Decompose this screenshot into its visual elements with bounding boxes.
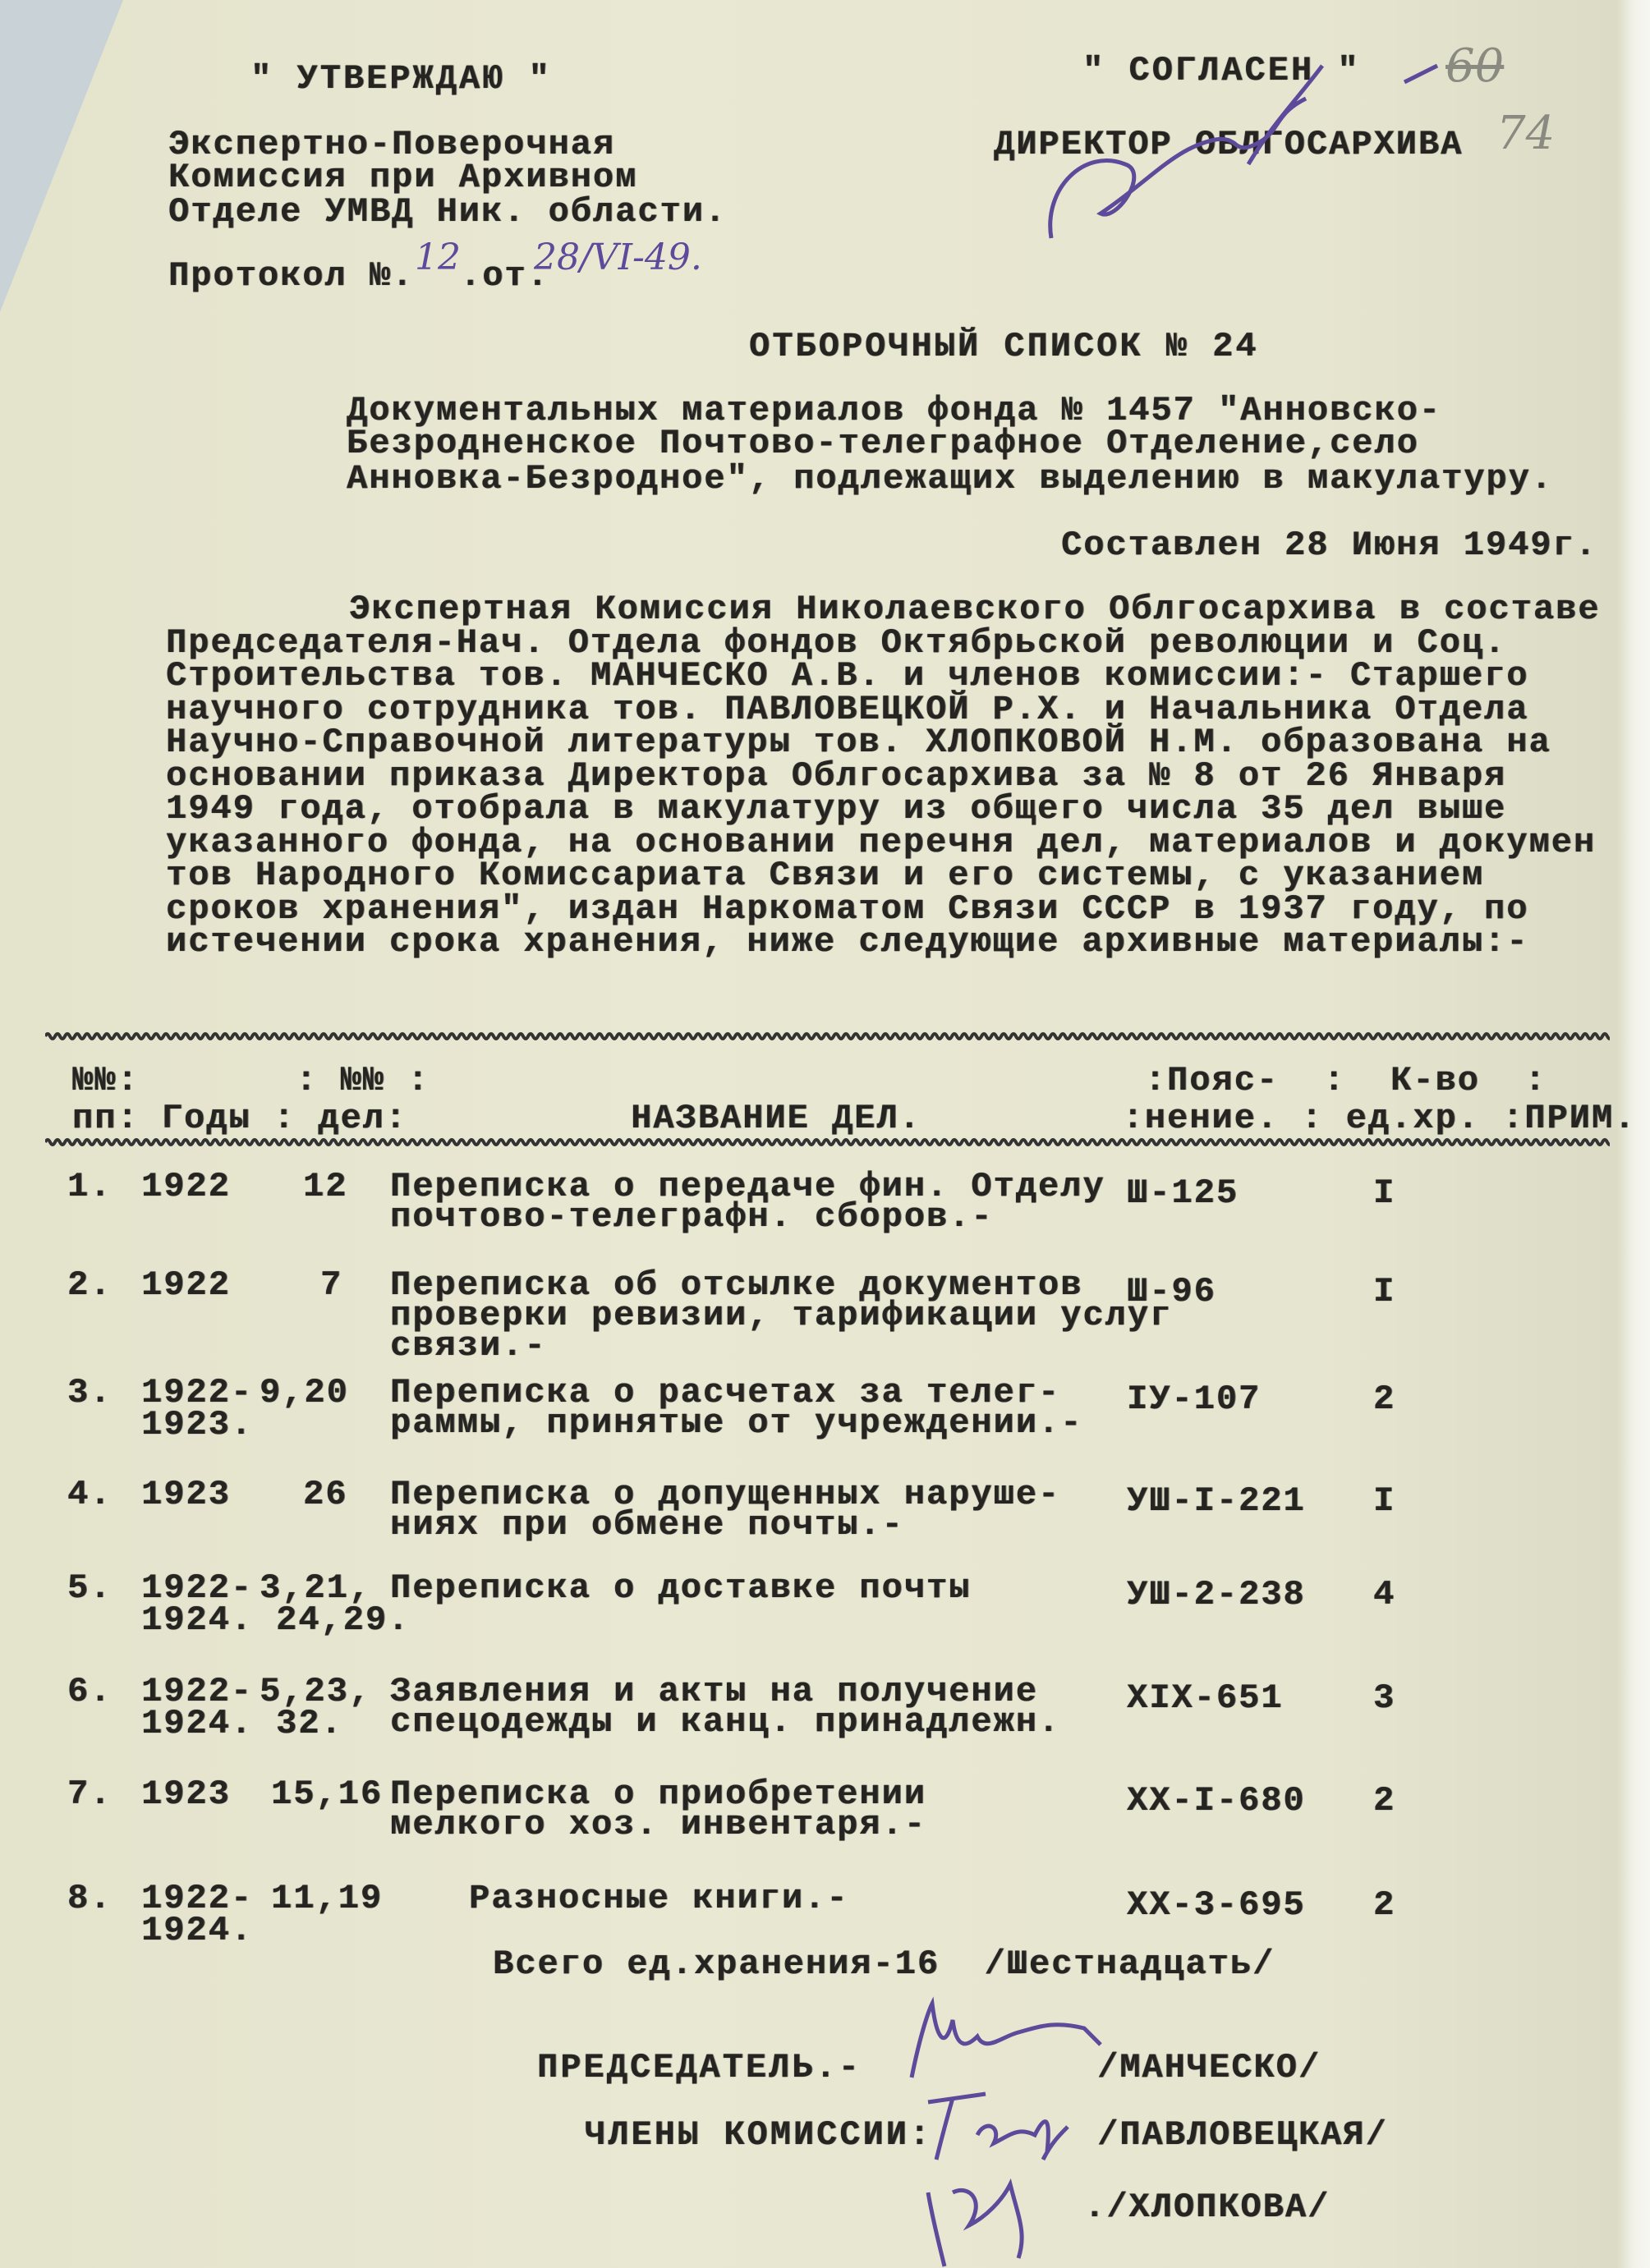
row-case-numbers: 11,19 xyxy=(271,1879,384,1918)
agreed-heading: " СОГЛАСЕН " xyxy=(1082,51,1361,90)
row-storage-units: I xyxy=(1373,1173,1396,1213)
paragraph-line: Научно-Справочной литературы тов. ХЛОПКОВОЙ Н.М. образована на xyxy=(166,723,1551,762)
row-title: Переписка о доставке почты xyxy=(390,1568,972,1608)
row-explanation: УШ-I-221 xyxy=(1127,1481,1306,1521)
row-years: 1924. xyxy=(141,1600,254,1640)
row-title: ниях при обмене почты.- xyxy=(390,1505,904,1545)
row-case-numbers: 3,21, xyxy=(260,1568,372,1608)
row-explanation: Ш-96 xyxy=(1127,1272,1216,1311)
row-title: Переписка о допущенных наруше- xyxy=(390,1475,1061,1514)
row-storage-units: 4 xyxy=(1373,1575,1396,1614)
row-case-numbers: 24,29. xyxy=(276,1600,411,1640)
page-number: 74 xyxy=(1496,107,1556,160)
row-storage-units: 2 xyxy=(1373,1781,1396,1820)
protocol-date: 28/VI-49. xyxy=(534,236,702,278)
row-case-numbers: 26 xyxy=(303,1475,348,1514)
paragraph-line: указанного фонда, на основании перечня дел, материалов и докумен xyxy=(166,822,1597,862)
row-years: 1923 xyxy=(141,1475,231,1514)
row-title: раммы, принятые от учреждении.- xyxy=(390,1403,1083,1443)
paragraph-line: сроков хранения", издан Наркоматом Связи СССР в 1937 году, по xyxy=(166,888,1529,929)
row-explanation: XIX-651 xyxy=(1127,1678,1284,1718)
paragraph-line: 1949 года, отобрала в макулатуру из общего числа 35 дел выше xyxy=(166,789,1507,829)
row-number: 7. xyxy=(67,1774,113,1814)
table-header-rule xyxy=(45,1136,1610,1148)
paragraph-line: основании приказа Директора Облгосархива за № 8 от 26 Января xyxy=(166,755,1507,796)
row-number: 8. xyxy=(67,1879,113,1918)
total-units: Всего ед.хранения-16 /Шестнадцать/ xyxy=(493,1944,1275,1984)
chairman-name: /МАНЧЕСКО/ xyxy=(1097,2048,1321,2087)
row-case-numbers: 32. xyxy=(276,1704,343,1743)
row-title: Переписка о приобретении xyxy=(390,1774,926,1814)
protocol-from: .от. xyxy=(460,256,549,296)
row-title: почтово-телеграфн. сборов.- xyxy=(390,1197,994,1237)
row-number: 3. xyxy=(67,1373,113,1412)
row-storage-units: 2 xyxy=(1373,1885,1396,1925)
torn-corner xyxy=(0,0,123,312)
row-title: Разносные книги.- xyxy=(469,1879,849,1918)
row-title: проверки ревизии, тарификации услуг xyxy=(390,1296,1173,1335)
row-case-numbers: 9,20 xyxy=(260,1373,349,1412)
document-title: ОТБОРОЧНЫЙ СПИСОК № 24 xyxy=(749,327,1259,366)
row-years: 1924. xyxy=(141,1704,254,1743)
row-explanation: IУ-107 xyxy=(1127,1380,1262,1419)
paragraph-line: истечении срока хранения, ниже следующие архивные материалы:- xyxy=(166,922,1529,962)
member1-name: /ПАВЛОВЕЦКАЯ/ xyxy=(1097,2115,1388,2155)
row-case-numbers: 15,16 xyxy=(271,1774,384,1814)
row-explanation: УШ-2-238 xyxy=(1127,1575,1306,1614)
row-years: 1922- xyxy=(141,1879,254,1918)
row-title: мелкого хоз. инвентаря.- xyxy=(390,1805,926,1844)
row-title: спецодежды и канц. принадлежн. xyxy=(390,1702,1061,1742)
handwritten-signatures xyxy=(895,2004,1125,2266)
row-number: 4. xyxy=(67,1475,113,1514)
row-years: 1922- xyxy=(141,1373,254,1412)
protocol-number: 12 xyxy=(415,236,461,278)
row-years: 1923. xyxy=(141,1405,254,1444)
approval-line: Отделе УМВД Ник. области. xyxy=(168,192,728,232)
description-line: Безродненское Почтово-телеграфное Отделение,село xyxy=(347,424,1419,463)
page-number-crossed: 60 xyxy=(1445,39,1505,93)
row-title: Переписка об отсылке документов xyxy=(390,1265,1083,1305)
compiled-date: Составлен 28 Июня 1949г. xyxy=(1061,526,1597,565)
row-title: связи.- xyxy=(390,1326,547,1366)
approval-heading: " УТВЕРЖДАЮ " xyxy=(250,59,552,99)
approval-line: Комиссия при Архивном xyxy=(168,158,638,197)
table-top-rule xyxy=(45,1031,1610,1042)
row-years: 1922- xyxy=(141,1672,254,1711)
table-header-row2: пп: Годы : дел: НАЗВАНИЕ ДЕЛ. :нение. : ед.хр. :ПРИМ. xyxy=(72,1099,1637,1138)
row-title: Переписка о расчетах за телег- xyxy=(390,1373,1061,1412)
description-line: Анновка-Безродное", подлежащих выделению в макулатуру. xyxy=(347,459,1554,498)
row-years: 1923 xyxy=(141,1774,231,1814)
paragraph-line: Председателя-Нач. Отдела фондов Октябрьской революции и Соц. xyxy=(166,622,1507,663)
row-explanation: XX-I-680 xyxy=(1127,1781,1306,1820)
row-storage-units: 3 xyxy=(1373,1678,1396,1718)
row-years: 1922- xyxy=(141,1568,254,1608)
row-number: 2. xyxy=(67,1265,113,1305)
row-case-numbers: 5,23, xyxy=(260,1672,372,1711)
row-case-numbers: 7 xyxy=(320,1265,343,1305)
row-explanation: XX-3-695 xyxy=(1127,1885,1306,1925)
row-years: 1922 xyxy=(141,1167,231,1206)
approval-line: Экспертно-Поверочная xyxy=(168,125,616,164)
paragraph-line: научного сотрудника тов. ПАВЛОВЕЦКОЙ Р.Х. и Начальника Отдела xyxy=(166,689,1529,729)
row-title: Заявления и акты на получение xyxy=(390,1672,1038,1711)
paragraph-line: Строительства тов. МАНЧЕСКО А.В. и членов комиссии:- Старшего xyxy=(166,656,1529,696)
description-line: Документальных материалов фонда № 1457 "Анновско- xyxy=(347,391,1442,430)
director-signature xyxy=(1027,49,1454,263)
row-number: 5. xyxy=(67,1568,113,1608)
row-number: 6. xyxy=(67,1672,113,1711)
chairman-label: ПРЕДСЕДАТЕЛЬ.- xyxy=(537,2048,862,2087)
row-storage-units: 2 xyxy=(1373,1380,1396,1419)
row-years: 1922 xyxy=(141,1265,231,1305)
table-header-row1: №№: : №№ : :Пояс- : К-во : xyxy=(72,1061,1547,1100)
row-storage-units: I xyxy=(1373,1272,1396,1311)
row-title: Переписка о передаче фин. Отделу xyxy=(390,1167,1105,1206)
paragraph-line: тов Народного Комиссариата Связи и его системы, с указанием xyxy=(166,856,1485,895)
row-years: 1924. xyxy=(141,1911,254,1950)
row-case-numbers: 12 xyxy=(303,1167,348,1206)
members-label: ЧЛЕНЫ КОМИССИИ: xyxy=(585,2115,933,2155)
paragraph-line: Экспертная Комиссия Николаевского Облгосархива в составе xyxy=(349,590,1601,629)
row-storage-units: I xyxy=(1373,1481,1396,1521)
row-number: 1. xyxy=(67,1167,113,1206)
director-position: ДИРЕКТОР ОБЛГОСАРХИВА xyxy=(994,125,1464,164)
row-explanation: Ш-125 xyxy=(1127,1173,1239,1213)
member2-name: ./ХЛОПКОВА/ xyxy=(1084,2188,1331,2227)
protocol-label: Протокол №. xyxy=(168,256,415,296)
